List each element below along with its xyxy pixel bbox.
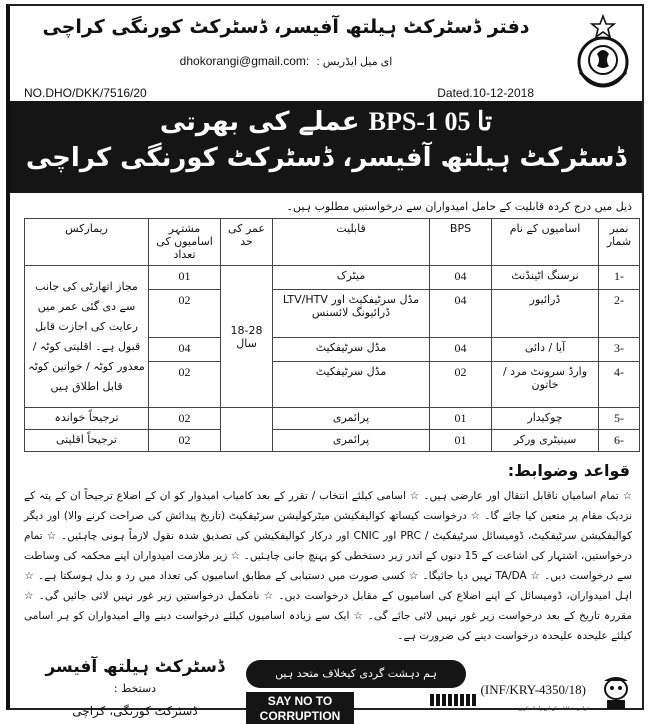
date: Dated.10-12-2018	[437, 86, 534, 100]
table-row	[25, 430, 640, 452]
cell-count: 02	[149, 430, 221, 452]
cell-sr: -3	[599, 338, 640, 362]
cell-post: آیا / دائی	[492, 338, 599, 362]
cell-sr: -6	[599, 430, 640, 452]
say-no-to-corruption-badge: SAY NO TO CORRUPTION	[246, 692, 354, 724]
cell-shared-remarks: مجاز اتھارٹی کی جانب سے دی گئی عمر میں رعایت کی اجازت قابل قبول ہے۔ اقلیتی کوٹہ / معذور کوٹہ / خواتین کوٹہ قابل اطلاق ہیں	[25, 266, 149, 408]
signatory-title: ڈسٹرکٹ ہیلتھ آفیسر	[45, 657, 225, 677]
cell-age-empty	[221, 430, 273, 452]
cell-qualification: پرائمری	[273, 408, 430, 430]
cell-qualification: مڈل سرٹیفکیٹ	[273, 338, 430, 362]
cell-qualification: مڈل سرٹیفکیٹ	[273, 362, 430, 408]
table-header-row	[25, 219, 640, 266]
rules-heading: قواعد وضوابط:	[507, 461, 630, 480]
cell-post: ڈرائیور	[492, 290, 599, 338]
cell-bps: 01	[430, 408, 492, 430]
advertisement-frame	[6, 4, 644, 723]
cell-bps: 04	[430, 290, 492, 338]
cell-bps: 04	[430, 266, 492, 290]
recruitment-banner	[10, 101, 642, 193]
cell-count: 01	[149, 266, 221, 290]
signatory-place: ڈسٹرکٹ کورنگی، کراچی	[72, 704, 198, 718]
cell-qualification: میٹرک	[273, 266, 430, 290]
cell-sr: -4	[599, 362, 640, 408]
header-count: مشتہر اسامیوں کی تعداد	[149, 219, 221, 266]
signatory-line	[30, 656, 240, 696]
cell-sr: -2	[599, 290, 640, 338]
banner-headline	[10, 107, 642, 137]
cell-count: 02	[149, 290, 221, 338]
fine-print: عوامی شکایات کے لیے رابطہ کریں	[518, 706, 590, 712]
header-remarks: ریمارکس	[25, 219, 149, 266]
posts-table	[24, 218, 640, 452]
table-row	[25, 408, 640, 430]
cell-remarks: ترجیحاً خواندہ	[25, 408, 149, 430]
signature-label: دستخط :	[113, 682, 157, 695]
cell-qualification: پرائمری	[273, 430, 430, 452]
header-bps: BPS	[430, 219, 492, 266]
banner-recruitment-text: عملے کی بھرتی	[159, 107, 360, 137]
inf-code: (INF/KRY-4350/18)	[480, 682, 586, 697]
email-label: ای میل ایڈریس :	[316, 56, 393, 68]
banner-office: ڈسٹرکٹ ہیلتھ آفیسر، ڈسٹرکٹ کورنگی کراچی	[25, 143, 627, 173]
cell-count: 02	[149, 408, 221, 430]
table-row	[25, 266, 640, 290]
cell-qualification: مڈل سرٹیفکیٹ اور LTV/HTV ڈرائیونگ لائسنس	[273, 290, 430, 338]
cell-sr: -1	[599, 266, 640, 290]
email-address: dhokorangi@gmail.com:	[179, 54, 310, 68]
cell-sr: -5	[599, 408, 640, 430]
intro-text: ذیل میں درج کردہ قابلیت کے حامل امیدواران سے درخواستیں مطلوب ہیں۔	[286, 200, 632, 213]
cell-bps: 02	[430, 362, 492, 408]
anti-terror-slogan: ہم دہشت گردی کیخلاف متحد ہیں	[246, 660, 466, 688]
cell-post: سینیٹری ورکر	[492, 430, 599, 452]
header-post: اسامیوں کے نام	[492, 219, 599, 266]
signature-block	[30, 656, 240, 718]
cell-count: 04	[149, 338, 221, 362]
cell-age-limit: 18-28 سال	[221, 266, 273, 408]
cell-post: چوکیدار	[492, 408, 599, 430]
cell-remarks: ترجیحاً اقلیتی	[25, 430, 149, 452]
rules-text: ☆ تمام اسامیاں ناقابل انتقال اور عارضی ہیں۔ ☆ اسامی کیلئے انتخاب / تقرر کے بعد کامیاب امیدوار کو ان کے اضلاع ترجیحاً ان کے پتہ کے نزدیک مقام پر متعین کیا جائے گا۔ ☆ درخواست کیساتھ کوالیفکیشن میٹرکولیشن سرٹیفکیٹ (تاریخ پیدائش کی صراحت کرنے والا) اور دیگر کوالیفکیشن سرٹیفکیٹ، ڈومیسائل سرٹیفکیٹ / PRC اور CNIC اور درکار کوالیفکیشن کی تصدیق شدہ نقول لازماً ہونی چاہئیں۔ ☆ تمام درخواستیں، اشتہار کی اشاعت کے 15 دنوں کے اندر زیر دستخطی کو پہنچ جانی چاہئیں۔ ☆ زیر ملازمت امیدواران اپنے محکمہ کی وساطت سے درخواست دیں۔ ☆ TA/DA نہیں دیا جائیگا۔ ☆ کسی صورت میں دستیابی کے مطابق اسامیوں کی تعداد میں رد و بدل ہوسکتا ہے۔ ☆ اہل امیدواران، ڈومیسائل کے اپنے اضلاع کی اسامیوں کے مقابل درخواست دیں۔ ☆ نامکمل درخواستیں زیر غور نہیں لائی جائیں گی۔ ☆ مقررہ تاریخ کے بعد درخواست زیر غور نہیں لائی جائے گی۔ ☆ ایک سے زیادہ اسامیوں کیلئے درخواست دینے والے امیدواران کو ہر اسامی کیلئے علیحدہ علیحدہ درخواست دینے کی ضرورت ہے۔	[24, 490, 633, 642]
cell-post: وارڈ سرونٹ مرد / خاتون	[492, 362, 599, 408]
barcode-icon	[430, 694, 476, 706]
cell-bps: 01	[430, 430, 492, 452]
cell-age-empty	[221, 408, 273, 430]
header-sr: نمبر شمار	[599, 219, 640, 266]
cell-bps: 04	[430, 338, 492, 362]
cell-post: نرسنگ اٹینڈنٹ	[492, 266, 599, 290]
banner-bps-range: BPS-1 تا 05	[368, 107, 493, 136]
reference-number: NO.DHO/DKK/7516/20	[24, 86, 147, 100]
mascot-face-icon	[598, 676, 634, 712]
email-line	[10, 54, 562, 68]
header-age: عمر کی حد	[221, 219, 273, 266]
office-title: دفتر ڈسٹرکٹ ہیلتھ آفیسر، ڈسٹرکٹ کورنگی کراچی	[42, 16, 530, 38]
sindh-emblem-icon	[572, 14, 634, 96]
header-qualification: قابلیت	[273, 219, 430, 266]
cell-count: 02	[149, 362, 221, 408]
